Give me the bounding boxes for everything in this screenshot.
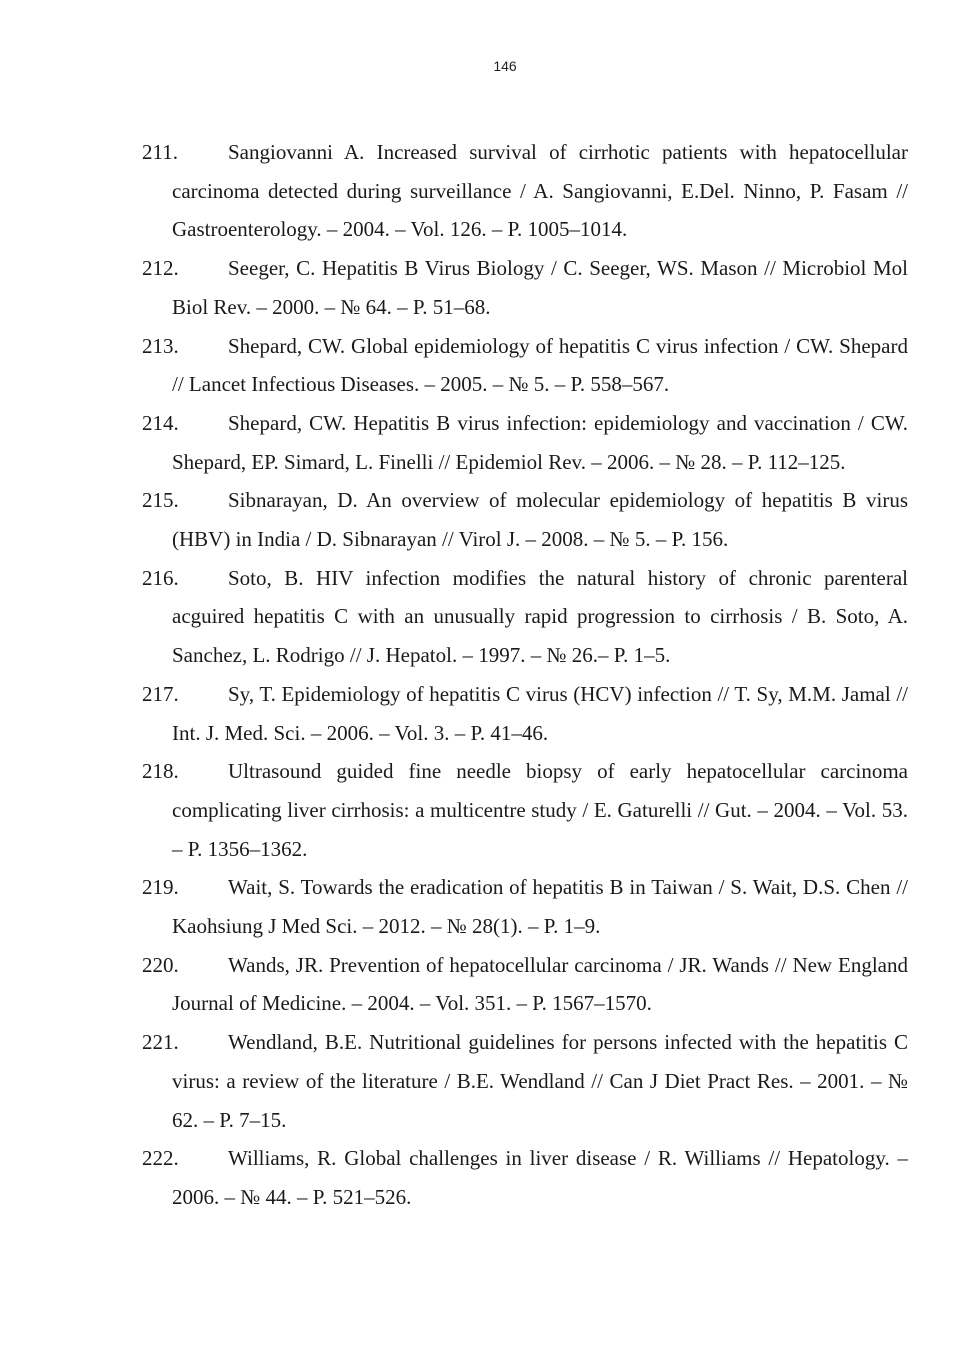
reference-text: Sy, T. Epidemiology of hepatitis C virus (HCV) infection // T. Sy, M.M. Jamal // Int. J. Med. Sci. – 2006. – Vol. 3. – P. 41–46. — [172, 681, 908, 745]
reference-number: 213. — [142, 333, 179, 358]
reference-item — [142, 752, 908, 868]
reference-item — [142, 868, 908, 945]
reference-list — [142, 133, 908, 1217]
reference-text: Shepard, CW. Global epidemiology of hepatitis C virus infection / CW. Shepard // Lancet Infectious Diseases. – 2005. – № 5. – P. 558–567. — [172, 333, 908, 397]
reference-text: Shepard, CW. Hepatitis B virus infection: epidemiology and vaccination / CW. Shepard, EP. Simard, L. Finelli // Epidemiol Rev. – 2006. – № 28. – P. 112–125. — [172, 410, 908, 474]
reference-item — [142, 675, 908, 752]
reference-number: 211. — [142, 140, 178, 164]
reference-number: 212. — [142, 256, 179, 281]
reference-item — [142, 327, 908, 404]
reference-number: 214. — [142, 410, 179, 435]
reference-text: Wendland, B.E. Nutritional guidelines for persons infected with the hepatitis C virus: a review of the literature / B.E. Wendland // Can J Diet Pract Res. – 2001. – № 62. – P. 7–15. — [172, 1030, 908, 1132]
reference-text: Wands, JR. Prevention of hepatocellular carcinoma / JR. Wands // New England Journal of Medicine. – 2004. – Vol. 351. – P. 1567–1570. — [172, 952, 908, 1016]
reference-item — [142, 404, 908, 481]
reference-number: 217. — [142, 681, 179, 706]
reference-item — [142, 133, 908, 249]
reference-text: Ultrasound guided fine needle biopsy of early hepatocellular carcinoma complicating liver cirrhosis: a multicentre study / E. Gaturelli // Gut. – 2004. – Vol. 53. – P. 1356–1362. — [172, 759, 908, 861]
reference-item — [142, 1023, 908, 1139]
reference-item — [142, 946, 908, 1023]
page-number: 146 — [493, 58, 517, 74]
reference-item — [142, 481, 908, 558]
reference-number: 218. — [142, 759, 179, 784]
reference-text: Wait, S. Towards the eradication of hepatitis B in Taiwan / S. Wait, D.S. Chen // Kaohsiung J Med Sci. – 2012. – № 28(1). – P. 1–9. — [172, 875, 908, 939]
reference-text: Seeger, C. Hepatitis B Virus Biology / C. Seeger, WS. Mason // Microbiol Mol Biol Rev. – 2000. – № 64. – P. 51–68. — [172, 256, 908, 319]
reference-item — [142, 1139, 908, 1216]
reference-number: 220. — [142, 952, 179, 977]
reference-text: Sangiovanni A. Increased survival of cirrhotic patients with hepatocellular carcinoma detected during surveillance / A. Sangiovanni, E.Del. Ninno, P. Fasam // Gastroenterology. – 2004. – Vol. 126. – P. 1005–1014. — [172, 140, 908, 242]
reference-number: 222. — [142, 1146, 179, 1171]
reference-text: Sibnarayan, D. An overview of molecular epidemiology of hepatitis B virus (HBV) in India / D. Sibnarayan // Virol J. – 2008. – № 5. – P. 156. — [172, 488, 908, 552]
reference-text: Soto, B. HIV infection modifies the natural history of chronic parenteral acguired hepatitis C with an unusually rapid progression to cirrhosis / B. Soto, A. Sanchez, L. Rodrigo // J. Hepatol. – 1997. – № 26.– P. 1–5. — [172, 565, 908, 668]
reference-number: 215. — [142, 488, 179, 513]
reference-number: 221. — [142, 1030, 179, 1055]
reference-number: 216. — [142, 565, 179, 590]
reference-item — [142, 249, 908, 326]
reference-number: 219. — [142, 875, 179, 900]
reference-item — [142, 559, 908, 675]
reference-text: Williams, R. Global challenges in liver disease / R. Williams // Hepatology. – 2006. – № 44. – P. 521–526. — [172, 1146, 908, 1209]
